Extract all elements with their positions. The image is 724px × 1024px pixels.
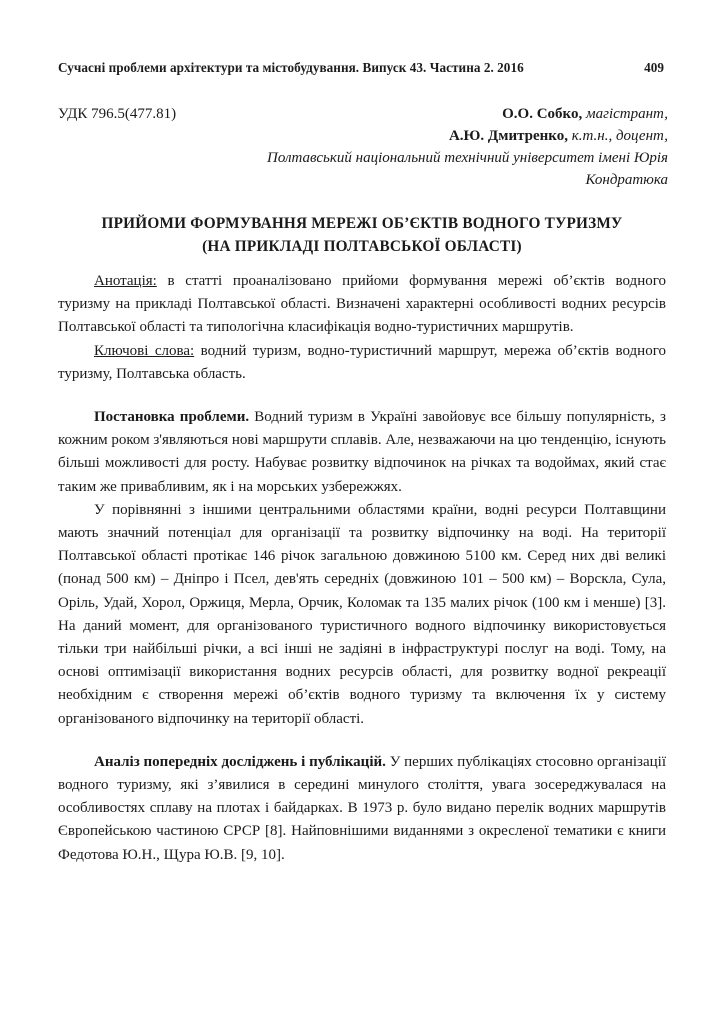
section-heading: Аналіз попередніх досліджень і публікацій. <box>94 753 386 770</box>
page-number: 409 <box>644 60 664 75</box>
affiliation <box>58 148 668 191</box>
udc-code: УДК 796.5(477.81) <box>58 106 177 122</box>
keywords-text: водний туризм, водно-туристичний маршрут, мережа об’єктів водного туризму, Полтавська область. <box>58 342 666 382</box>
affiliation-line: Кондратюка <box>585 171 668 188</box>
author-name: А.Ю. Дмитренко, <box>448 127 568 144</box>
abstract-label: Анотація: <box>94 273 157 289</box>
running-head-text: Сучасні проблеми архітектури та містобудування. Випуск 43. Частина 2. 2016 <box>58 60 524 75</box>
front-matter <box>58 104 668 191</box>
section-paragraph <box>58 406 666 499</box>
abstract-text: в статті проаналізовано прийоми формування мережі об’єктів водного туризму на прикладі Полтавської області. Визначені характерні особливості водних ресурсів Полтавської області та типологічна класифікація водно-туристичних маршрутів. <box>58 273 666 336</box>
title-line: ПРИЙОМИ ФОРМУВАННЯ МЕРЕЖІ ОБ’ЄКТІВ ВОДНОГО ТУРИЗМУ <box>101 215 623 232</box>
body-column <box>58 270 666 867</box>
title-line: (НА ПРИКЛАДІ ПОЛТАВСЬКОЇ ОБЛАСТІ) <box>202 238 522 255</box>
page-title <box>34 212 690 258</box>
author-rank: магістрант, <box>582 106 668 122</box>
author-entry <box>176 104 668 126</box>
running-head <box>58 60 666 76</box>
author-byline <box>176 104 668 147</box>
section-text: У перших публікаціях стосовно організації водного туризму, які з’явилися в середині минулого століття, увага зосереджувалася на особливостях сплаву на плотах і байдарках. В 1973 р. було видано перелік водних маршрутів Європейською частиною СРСР [8]. Найповнішими виданнями з окресленої тематики є книги Федотова Ю.Н., Щура Ю.В. [9, 10]. <box>58 753 666 863</box>
section-paragraph <box>58 499 666 731</box>
abstract-paragraph <box>58 270 666 340</box>
affiliation-line: Полтавський національний технічний університет імені Юрія <box>267 150 668 166</box>
section-heading: Постановка проблеми. <box>94 409 250 426</box>
author-rank: к.т.н., доцент, <box>568 127 668 144</box>
keywords-paragraph <box>58 340 666 386</box>
author-name: О.О. Собко, <box>502 106 583 122</box>
section-text: У порівнянні з іншими центральними областями країни, водні ресурси Полтавщини мають значний потенціал для організації та розвитку відпочинку на воді. На території Полтавської області протікає 146 річок загальною довжиною 5100 км. Серед них дві великі (понад 500 км) – Дніпро і Псел, дев'ять середніх (довжиною 101 – 500 км) – Ворскла, Сула, Оріль, Удай, Хорол, Оржиця, Мерла, Орчик, Коломак та 135 малих річок (100 км і менше) [3]. На даний момент, для організованого туристичного водного відпочинку використовується тільки три найбільші річки, а всі інші не задіяні в інфраструктурі послуг на воді. Тому, на основі оптимізації використання водних ресурсів області, для розвитку водної рекреації необхідним є створення мережі об’єктів водного туризму та включення їх у систему організованого відпочинку на території області. <box>58 501 666 727</box>
section-text: Водний туризм в Україні завойовує все більшу популярність, з кожним роком з'являються нові маршрути сплавів. Але, незважаючи на цю тенденцію, існують більші можливості для росту. Набуває розвитку відпочинок на річках та водоймах, який стає таким же привабливим, як і на морських узбережжях. <box>58 409 666 495</box>
udc-and-byline-row <box>58 104 668 147</box>
keywords-label: Ключові слова: <box>94 342 195 359</box>
section-paragraph <box>58 751 666 867</box>
author-entry <box>176 126 668 148</box>
